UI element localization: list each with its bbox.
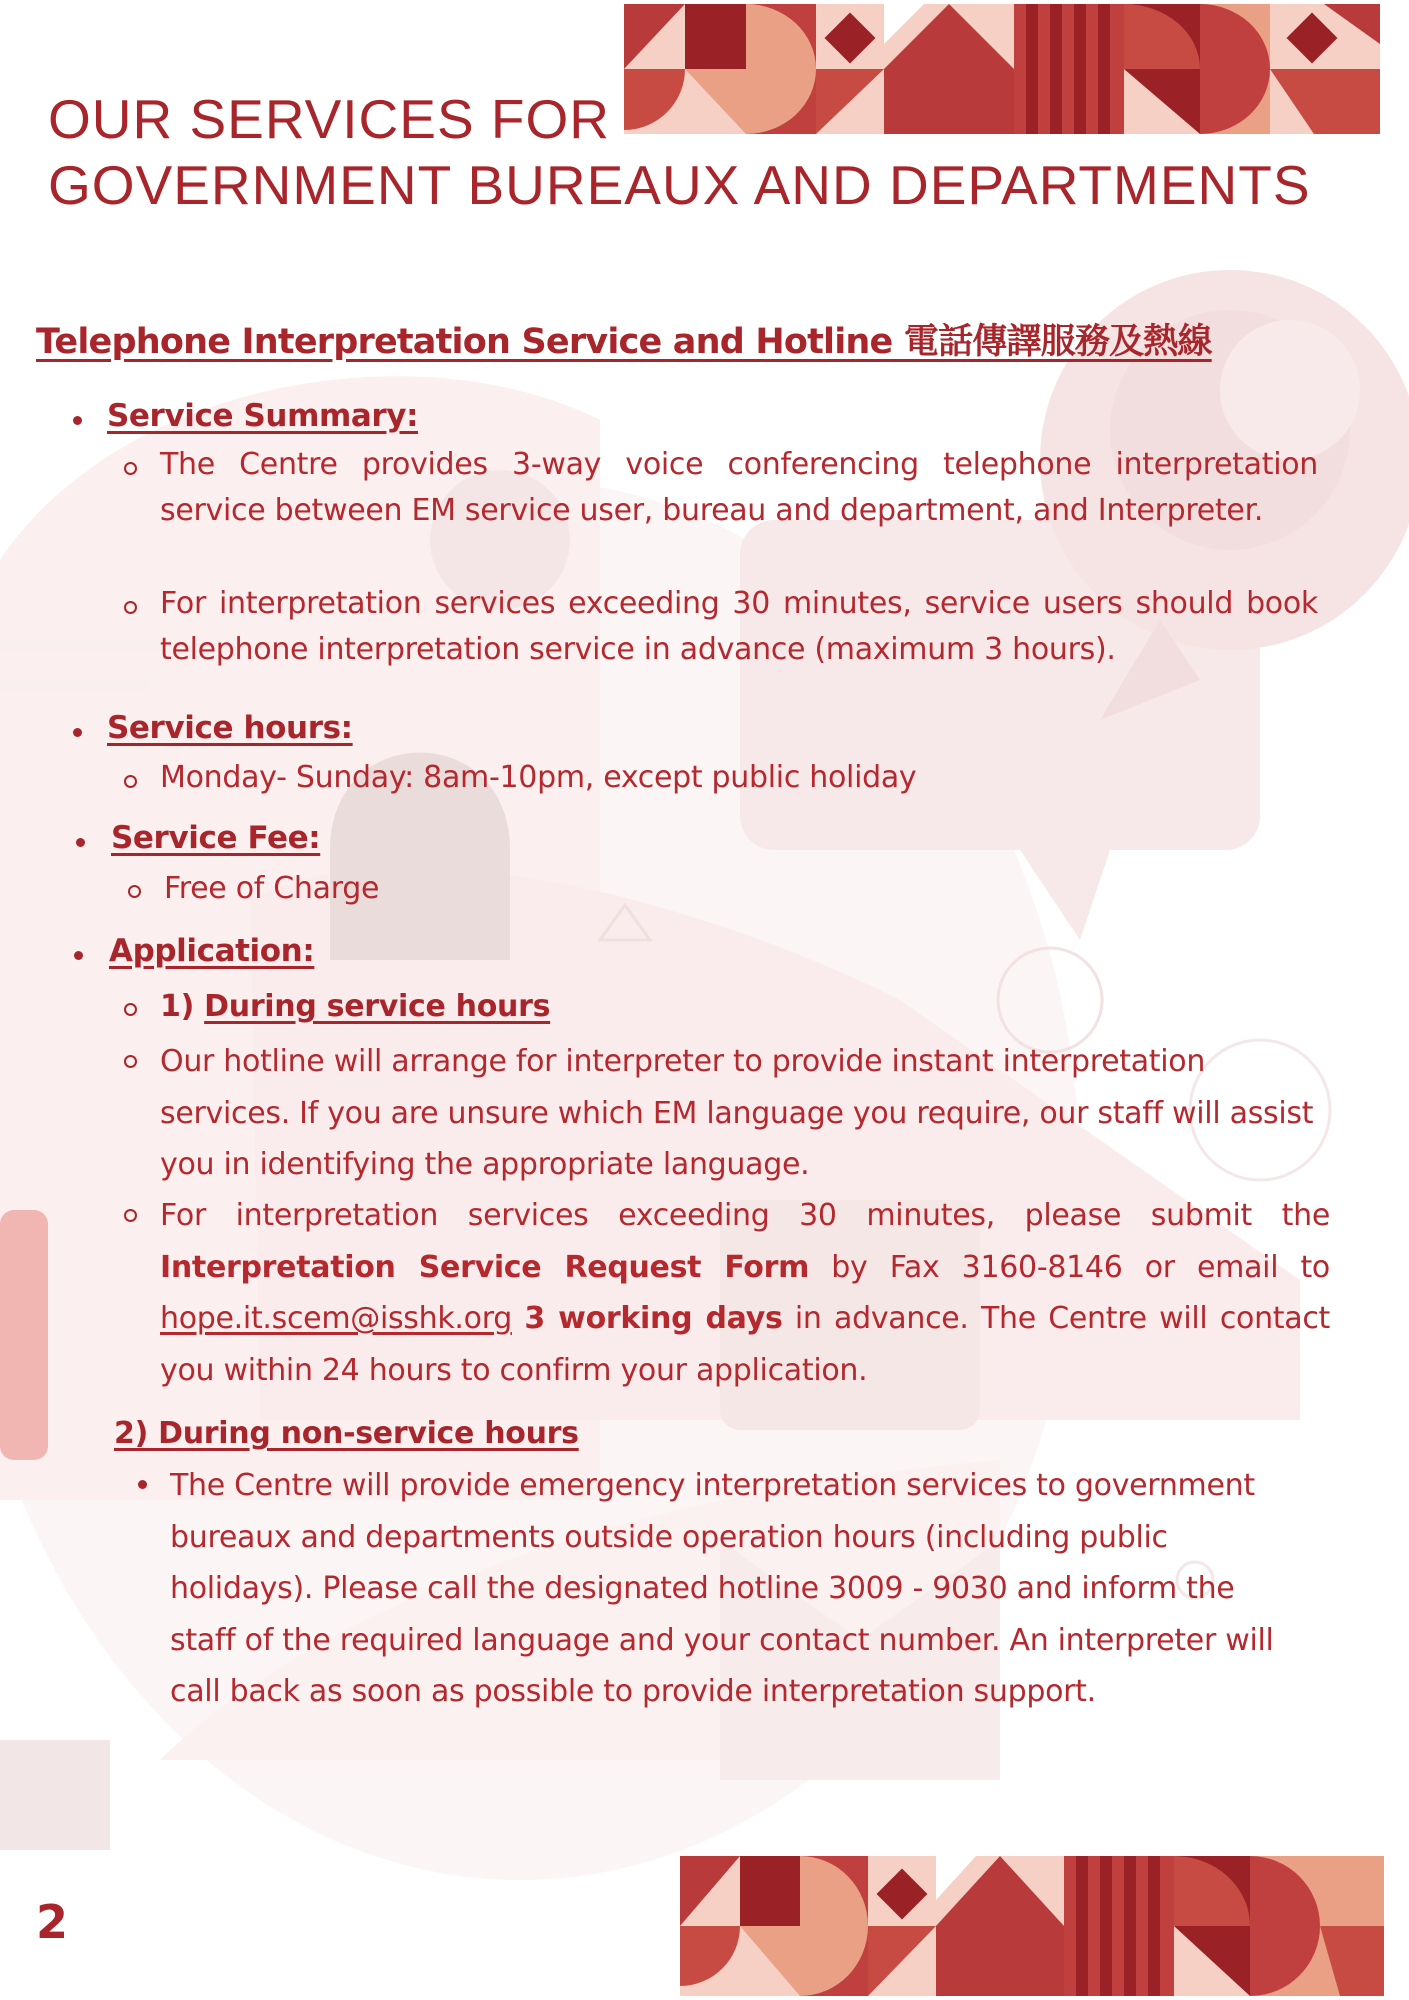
service-hours-heading: Service hours: bbox=[107, 710, 353, 746]
bottom-decorative-band bbox=[680, 1856, 1384, 1996]
circle-bullet-icon bbox=[124, 462, 137, 475]
circle-bullet-icon bbox=[124, 1003, 137, 1016]
during-item-2-part-a: For interpretation services exceeding 30 minutes, please submit the bbox=[160, 1198, 1330, 1233]
bullet-icon bbox=[74, 951, 83, 960]
bullet-icon bbox=[73, 416, 82, 425]
page-title bbox=[48, 86, 1311, 218]
during-item-2-part-c: in advance. The Centre will contact you within 24 hours to confirm your application. bbox=[160, 1301, 1330, 1388]
during-item-1: Our hotline will arrange for interpreter to provide instant interpretation services. If you are unsure which EM language you require, our staff will assist you in identifying the appropriate language. bbox=[160, 1044, 1314, 1182]
request-form-name: Interpretation Service Request Form bbox=[160, 1249, 810, 1285]
summary-item-1: The Centre provides 3-way voice conferencing telephone interpretation service between EM service user, bureau and department, and Interpreter. bbox=[160, 447, 1318, 528]
section-heading: Telephone Interpretation Service and Hotline 電話傳譯服務及熱線 bbox=[36, 322, 1212, 362]
fee-item-1: Free of Charge bbox=[164, 871, 380, 906]
during-service-hours-number: 1) bbox=[160, 989, 194, 1024]
bullet-icon bbox=[73, 728, 82, 737]
circle-bullet-icon bbox=[124, 1055, 137, 1068]
email-link[interactable]: hope.it.scem@isshk.org bbox=[160, 1301, 512, 1336]
during-service-hours-label bbox=[160, 984, 550, 1030]
page-title-line-2: GOVERNMENT BUREAUX AND DEPARTMENTS bbox=[48, 154, 1311, 216]
page-title-line-1: OUR SERVICES FOR bbox=[48, 88, 611, 150]
circle-bullet-icon bbox=[124, 775, 137, 788]
hours-item-1: Monday- Sunday: 8am-10pm, except public holiday bbox=[160, 760, 917, 795]
non-service-item-1: The Centre will provide emergency interpretation services to government bureaux and departments outside operation hours (including public holidays). Please call the designated hotline 3009 - 9030 and inform the staff of the required language and your contact number. An interpreter will call back as soon as possible to provide interpretation support. bbox=[170, 1468, 1274, 1709]
application-heading: Application: bbox=[109, 933, 315, 969]
non-service-hours-label: 2) During non-service hours bbox=[114, 1416, 579, 1451]
circle-bullet-icon bbox=[128, 885, 141, 898]
bullet-icon bbox=[76, 838, 85, 847]
during-item-2-part-b: by Fax 3160-8146 or email to bbox=[831, 1249, 1330, 1285]
service-summary-heading: Service Summary: bbox=[107, 398, 419, 434]
summary-item-2: For interpretation services exceeding 30 minutes, service users should book telephone interpretation service in advance (maximum 3 hours). bbox=[160, 586, 1318, 667]
working-days: 3 working days bbox=[524, 1301, 783, 1336]
during-service-hours-text: During service hours bbox=[204, 989, 551, 1024]
circle-bullet-icon bbox=[124, 1209, 137, 1222]
circle-bullet-icon bbox=[124, 601, 137, 614]
during-item-2 bbox=[160, 1190, 1330, 1396]
service-fee-heading: Service Fee: bbox=[111, 820, 321, 856]
page-number: 2 bbox=[36, 1895, 69, 1949]
bullet-icon bbox=[138, 1480, 147, 1489]
